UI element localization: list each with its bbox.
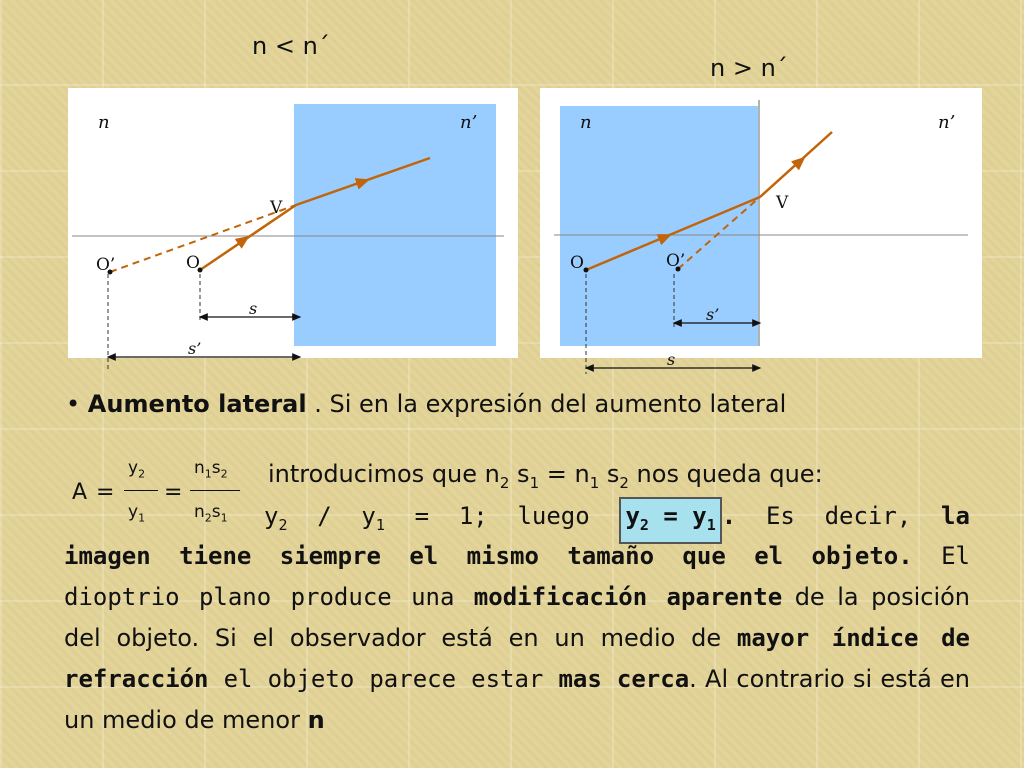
label-V: V [776,193,789,213]
formula-fraction-bar-2 [190,490,240,491]
eq-y1: $y_1$ [361,502,385,534]
formula-eq-2: = [164,480,183,505]
eq-one: 1; [458,502,488,530]
label-V: V [270,198,283,218]
virtual-ray [110,205,296,272]
bullet-aumento-lateral [66,384,786,425]
refracted-ray-arrow [796,158,804,165]
bullet-marker: • [66,390,81,418]
eq-equals: = [414,502,430,530]
label-n: n [98,112,110,133]
formula-n2s1: $n_2s_1$ [194,502,228,525]
eq-slash: / [317,502,332,530]
eq-decir: decir, [824,502,912,530]
para-bold-3: mayor índice de refracción [64,624,970,693]
eq-y2: $y_2$ [264,502,288,534]
highlight-box-y2-equals-y1: $y_2 = y_1$ [619,497,721,544]
point-O [584,268,589,273]
formula-eq-1: = [96,480,115,505]
eq-es: Es [765,502,795,530]
diagram-right [540,88,982,378]
formula-fraction-bar-1 [124,490,158,491]
lateral-magnification-formula [72,456,252,536]
label-s: s [667,350,676,369]
label-O-prime: O’ [96,255,116,275]
medium-n-prime-region [294,104,496,346]
formula-y2: $y_2$ [128,458,146,481]
formula-A: A [72,480,88,505]
label-O: O [570,253,584,273]
para-bold-4: mas cerca [558,665,690,693]
label-s-prime: s’ [188,339,202,358]
para-bold-5: n [307,706,325,734]
diagram-left-panel [68,88,518,358]
eq-highlight-group: $y_2 = y_1$ . [619,496,736,546]
eq-la: la [941,502,970,530]
para-bold-2: modificación aparente [473,583,783,611]
diagram-left [68,88,518,378]
label-s: s [249,299,258,318]
label-n-prime: n’ [460,112,478,133]
bullet-rest: . Si en la expresión del aumento lateral [306,390,787,418]
explanation-paragraph: imagen tiene siempre el mismo tamaño que el objeto. El dioptrio plano produce una modificación aparente de la posición del objeto. Si el observador está en un medio de mayor índice de refracción el objeto parece estar mas cerca. Al contrario si está en un medio de menor n [64,542,971,734]
formula-y1: $y_1$ [128,502,146,525]
label-O: O [186,253,200,273]
bullet-lead: Aumento lateral [87,390,307,418]
label-O-prime: O’ [666,251,686,271]
incident-ray-arrow [238,237,248,244]
intro-line: introducimos que $n_2$ $s_1 = n_1$ $s_2$ nos queda que: [268,460,823,492]
eq-luego: luego [517,502,590,530]
label-n: n [580,112,592,133]
label-n-prime: n’ [938,112,956,133]
para-bold-1: imagen tiene siempre el mismo tamaño que el objeto. [64,542,913,570]
title-n-less-n-prime: n < n´ [252,32,330,60]
formula-n1s2: $n_1s_2$ [194,458,228,481]
label-s-prime: s’ [706,305,720,324]
title-n-greater-n-prime: n > n´ [710,54,788,82]
diagram-right-panel [540,88,982,369]
